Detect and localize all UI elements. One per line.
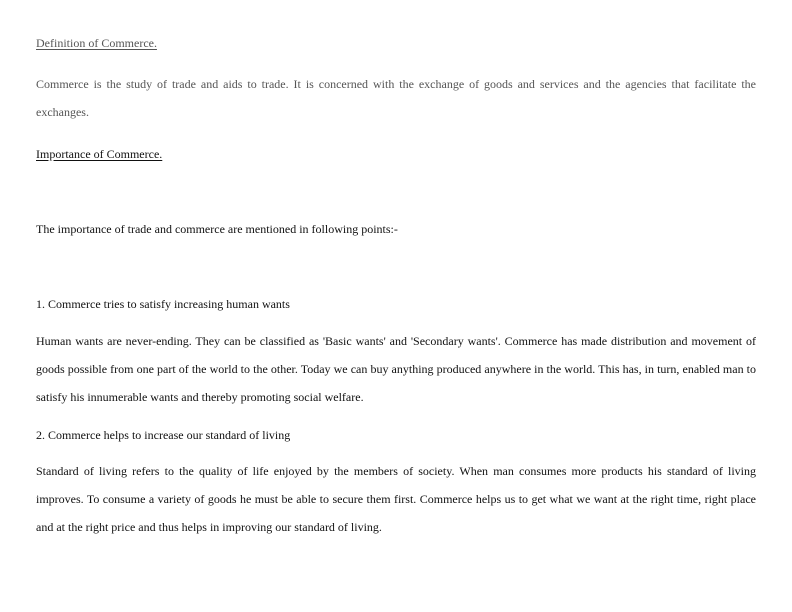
point-2-paragraph: Standard of living refers to the quality of life enjoyed by the members of society. When man consumes more products his standard of living improves. To consume a variety of goods he must be able to secure them first. Commerce helps us to get what we want at the right time, right place and at the right price and thus helps in improving our standard of living. [36,464,756,534]
importance-heading: Importance of Commerce. [36,147,163,161]
definition-paragraph: Commerce is the study of trade and aids to trade. It is concerned with the exchange of goods and services and the agencies that facilitate the exchanges. [36,77,756,119]
definition-heading: Definition of Commerce. [36,36,157,50]
importance-intro: The importance of trade and commerce are mentioned in following points:- [36,222,398,236]
point-1-paragraph: Human wants are never-ending. They can be classified as 'Basic wants' and 'Secondary wants'. Commerce has made distribution and movement of goods possible from one part of the world to the other. Today we can buy anything produced anywhere in the world. This has, in turn, enabled man to satisfy his innumerable wants and thereby promoting social welfare. [36,334,756,404]
point-2-title: 2. Commerce helps to increase our standard of living [36,428,291,442]
point-1-title: 1. Commerce tries to satisfy increasing human wants [36,297,290,311]
